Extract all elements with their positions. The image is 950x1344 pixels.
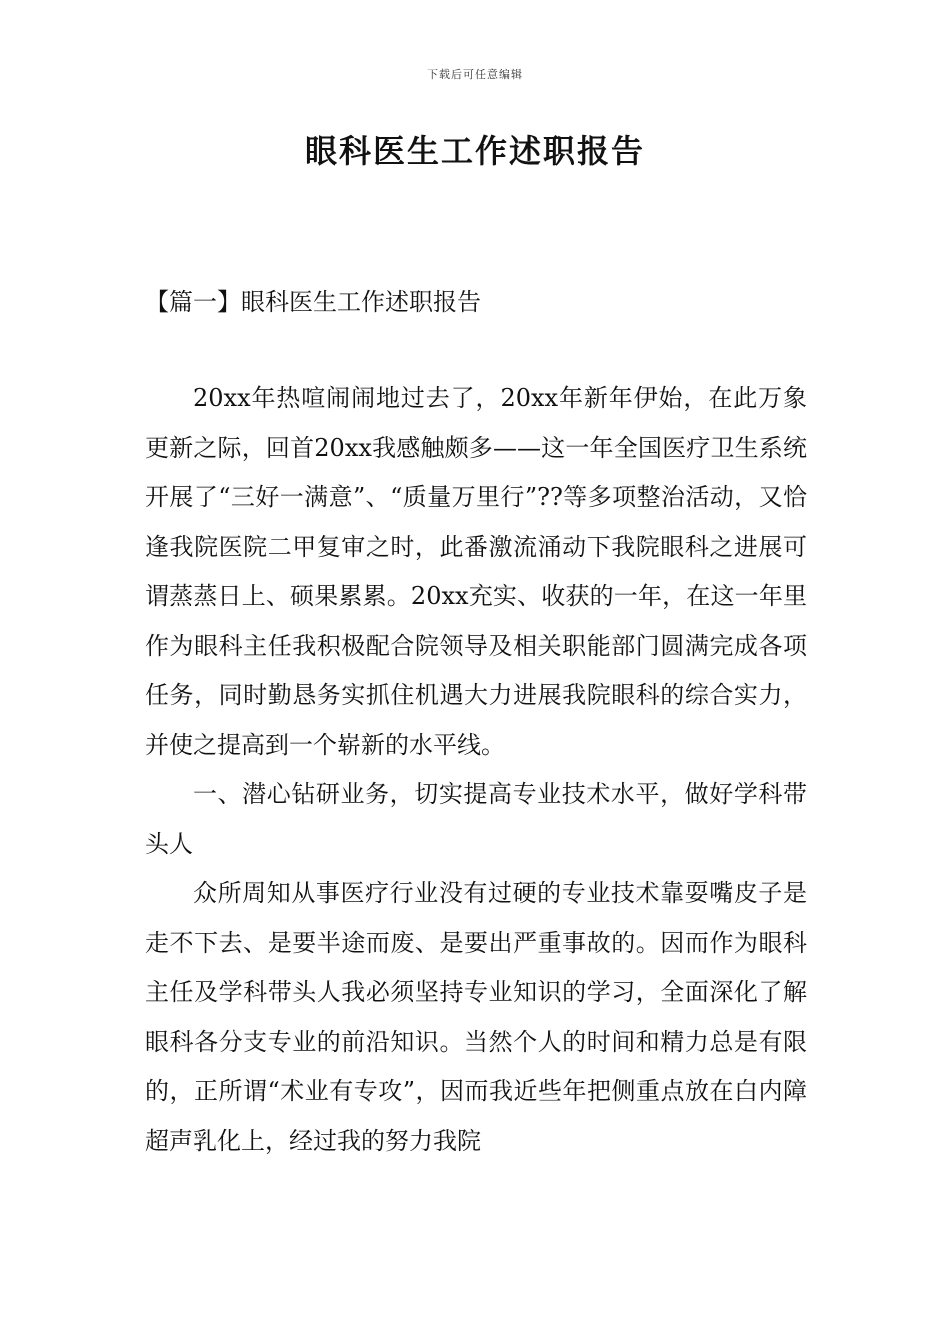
subsection-heading: 一、潜心钻研业务，切实提高专业技术水平，做好学科带头人: [145, 780, 807, 858]
header-note: 下载后可任意编辑: [427, 68, 523, 81]
document-title: 眼科医生工作述职报告: [304, 132, 645, 170]
body-paragraph: 20xx年热喧闹闹地过去了，20xx年新年伊始，在此万象更新之际，回首20xx我感触颇多——这一年全国医疗卫生系统开展了“三好一满意”、“质量万里行”??等多项整治活动，又恰逢我院医院二甲复审之时，此番激流涌动下我院眼科之进展可谓蒸蒸日上、硕果累累。20xx充实、收获的一年，在这一年里作为眼科主任我积极配合院领导及相关职能部门圆满完成各项任务，同时勤恳务实抓住机遇大力进展我院眼科的综合实力，并使之提高到一个崭新的水平线。: [145, 384, 807, 759]
body-paragraph: 众所周知从事医疗行业没有过硬的专业技术靠耍嘴皮子是走不下去、是要半途而废、是要出严重事故的。因而作为眼科主任及学科带头人我必须坚持专业知识的学习，全面深化了解眼科各分支专业的前沿知识。当然个人的时间和精力总是有限的，正所谓“术业有专攻”，因而我近些年把侧重点放在白内障超声乳化上，经过我的努力我院: [145, 879, 807, 1155]
section-heading: 【篇一】眼科医生工作述职报告: [145, 288, 481, 316]
document-body: [145, 374, 807, 1166]
